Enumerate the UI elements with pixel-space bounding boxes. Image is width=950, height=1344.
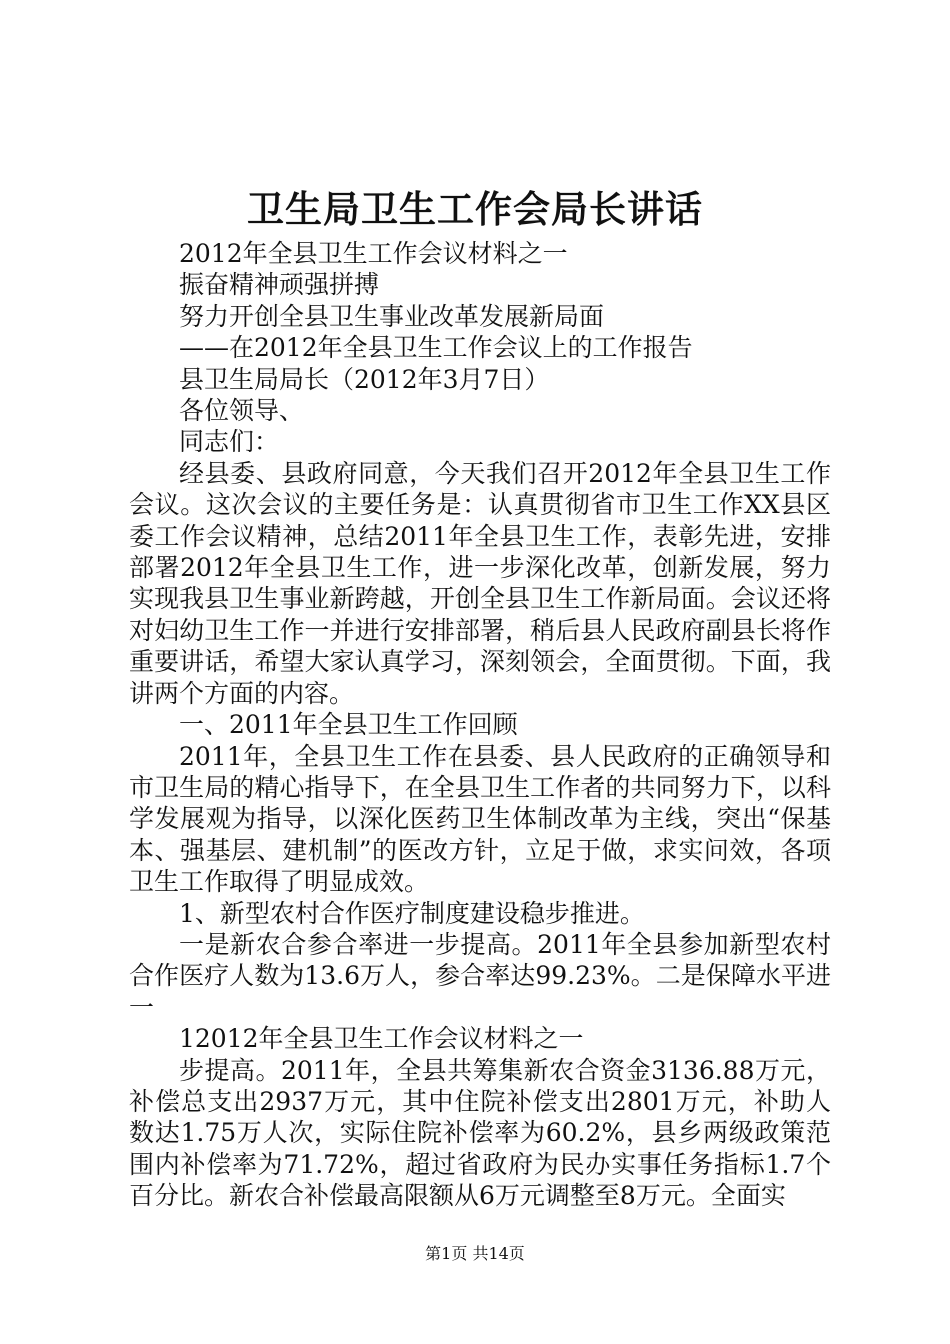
heading-line-report: ——在2012年全县卫生工作会议上的工作报告 xyxy=(179,333,693,363)
paragraph-review: 2011年，全县卫生工作在县委、县人民政府的正确领导和市卫生局的精心指导下，在全县卫生工作者的共同努力下，以科学发展观为指导，以深化医药卫生体制改革为主线，突出“保基本、强基层、建机制”的医改方针，立足于做，求实问效，各项卫生工作取得了明显成效。 xyxy=(129,741,831,897)
heading-line-material: 2012年全县卫生工作会议材料之一 xyxy=(179,239,568,268)
paragraph-ncms-part-2: 步提高。2011年，全县共筹集新农合资金3136.88万元，补偿总支出2937万元，其中住院补偿支出2801万元，补助人数达1.75万人次，实际住院补偿率为60.2%，县乡两级政策范围内补偿率为71.72%，超过省政府为民办实事任务指标1.7个百分比。新农合补偿最高限额从6万元调整至8万元。全面实 xyxy=(129,1055,831,1211)
document-title: 卫生局卫生工作会局长讲话 xyxy=(247,187,703,231)
page-footer: 第1页 共14页 xyxy=(425,1244,525,1263)
paragraph-intro: 经县委、县政府同意，今天我们召开2012年全县卫生工作会议。这次会议的主要任务是：认真贯彻省市卫生工作XX县区委工作会议精神，总结2011年全县卫生工作，表彰先进，安排部署2012年全县卫生工作，进一步深化改革，创新发展，努力实现我县卫生事业新跨越，开创全县卫生工作新局面。会议还将对妇幼卫生工作一并进行安排部署，稍后县人民政府副县长将作重要讲话，希望大家认真学习，深刻领会，全面贯彻。下面，我讲两个方面的内容。 xyxy=(129,458,831,708)
subsection-heading-ncms: 1、新型农村合作医疗制度建设稳步推进。 xyxy=(179,898,645,928)
document-body xyxy=(129,238,831,1212)
heading-line-speaker: 县卫生局局长（2012年3月7日） xyxy=(179,364,550,394)
salutation-line-2: 同志们： xyxy=(179,427,280,457)
paragraph-ncms-part-1: 一是新农合参合率进一步提高。2011年全县参加新型农村合作医疗人数为13.6万人，参合率达99.23%。二是保障水平进一 xyxy=(129,929,831,1022)
heading-line-slogan-2: 努力开创全县卫生事业改革发展新局面 xyxy=(179,301,605,331)
section-heading-review: 一、2011年全县卫生工作回顾 xyxy=(179,710,518,740)
salutation-line-1: 各位领导、 xyxy=(179,396,305,426)
page-break-header: 12012年全县卫生工作会议材料之一 xyxy=(179,1024,584,1054)
heading-line-slogan-1: 振奋精神顽强拼搏 xyxy=(179,270,380,300)
